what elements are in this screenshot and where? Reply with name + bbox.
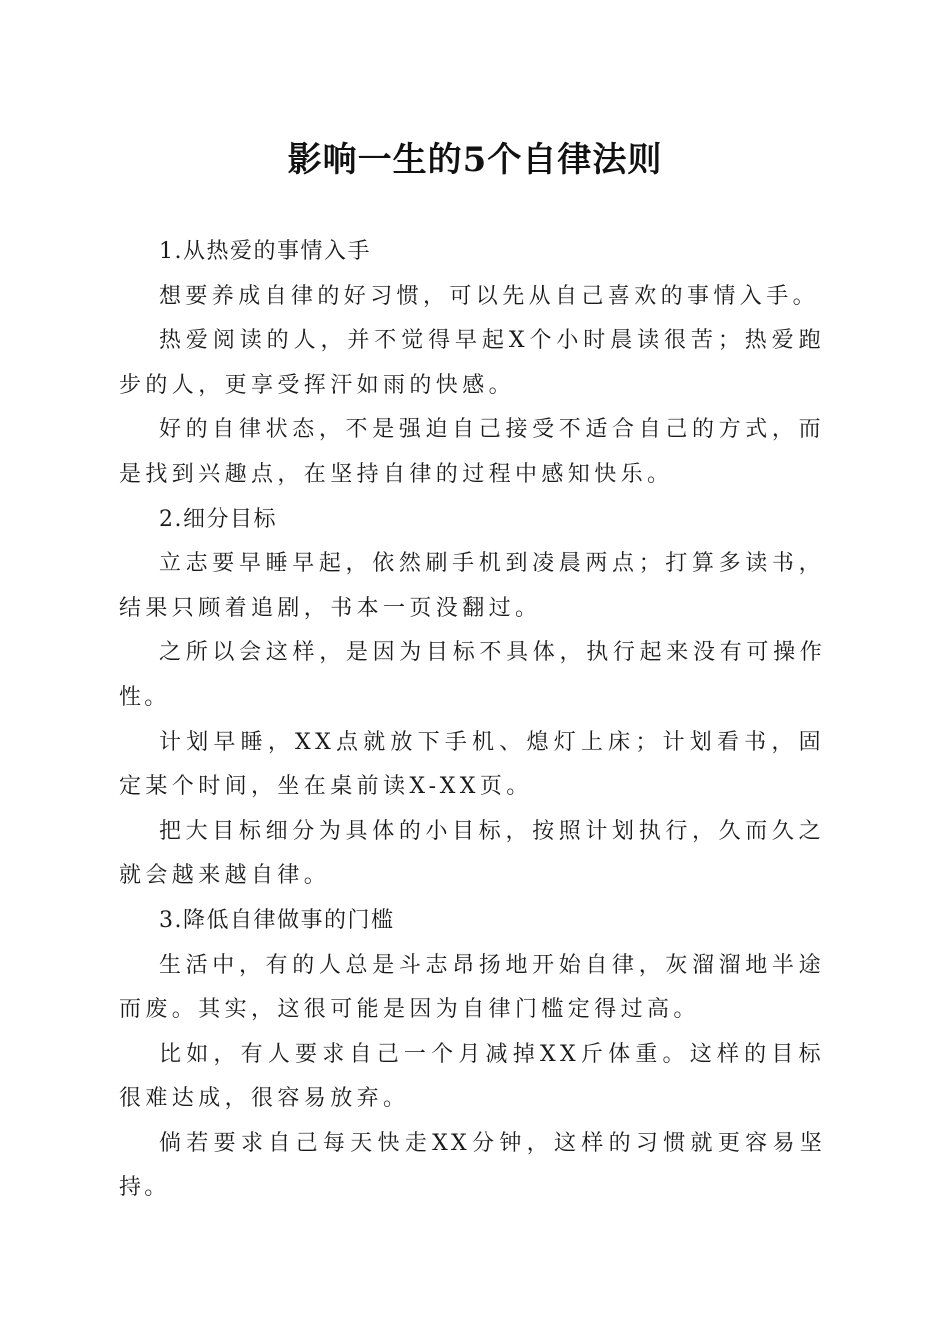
paragraph: 把大目标细分为具体的小目标，按照计划执行，久而久之就会越来越自律。 (119, 818, 825, 889)
paragraph: 生活中，有的人总是斗志昂扬地开始自律，灰溜溜地半途而废。其实，这很可能是因为自律门槛定得过高。 (119, 952, 825, 1023)
section-heading-2: 2.细分目标 (159, 506, 277, 532)
document-title: 影响一生的5个自律法则 (287, 140, 663, 180)
paragraph: 立志要早睡早起，依然刷手机到凌晨两点；打算多读书，结果只顾着追剧，书本一页没翻过。 (119, 551, 825, 621)
section-heading-3: 3.降低自律做事的门槛 (159, 907, 395, 933)
paragraph: 好的自律状态，不是强迫自己接受不适合自己的方式，而是找到兴趣点，在坚持自律的过程中感知快乐。 (119, 417, 825, 487)
paragraph: 之所以会这样，是因为目标不具体，执行起来没有可操作性。 (119, 640, 825, 710)
paragraph: 计划早睡，XX点就放下手机、熄灯上床；计划看书，固定某个时间，坐在桌前读X-XX页。 (119, 729, 825, 800)
section-heading-1: 1.从热爱的事情入手 (159, 239, 371, 264)
paragraph: 倘若要求自己每天快走XX分钟，这样的习惯就更容易坚持。 (119, 1130, 825, 1201)
document-body (119, 230, 825, 1211)
paragraph: 热爱阅读的人，并不觉得早起X个小时晨读很苦；热爱跑步的人，更享受挥汗如雨的快感。 (119, 328, 825, 398)
paragraph: 比如，有人要求自己一个月减掉XX斤体重。这样的目标很难达成，很容易放弃。 (119, 1041, 825, 1112)
paragraph: 想要养成自律的好习惯，可以先从自己喜欢的事情入手。 (159, 283, 820, 309)
